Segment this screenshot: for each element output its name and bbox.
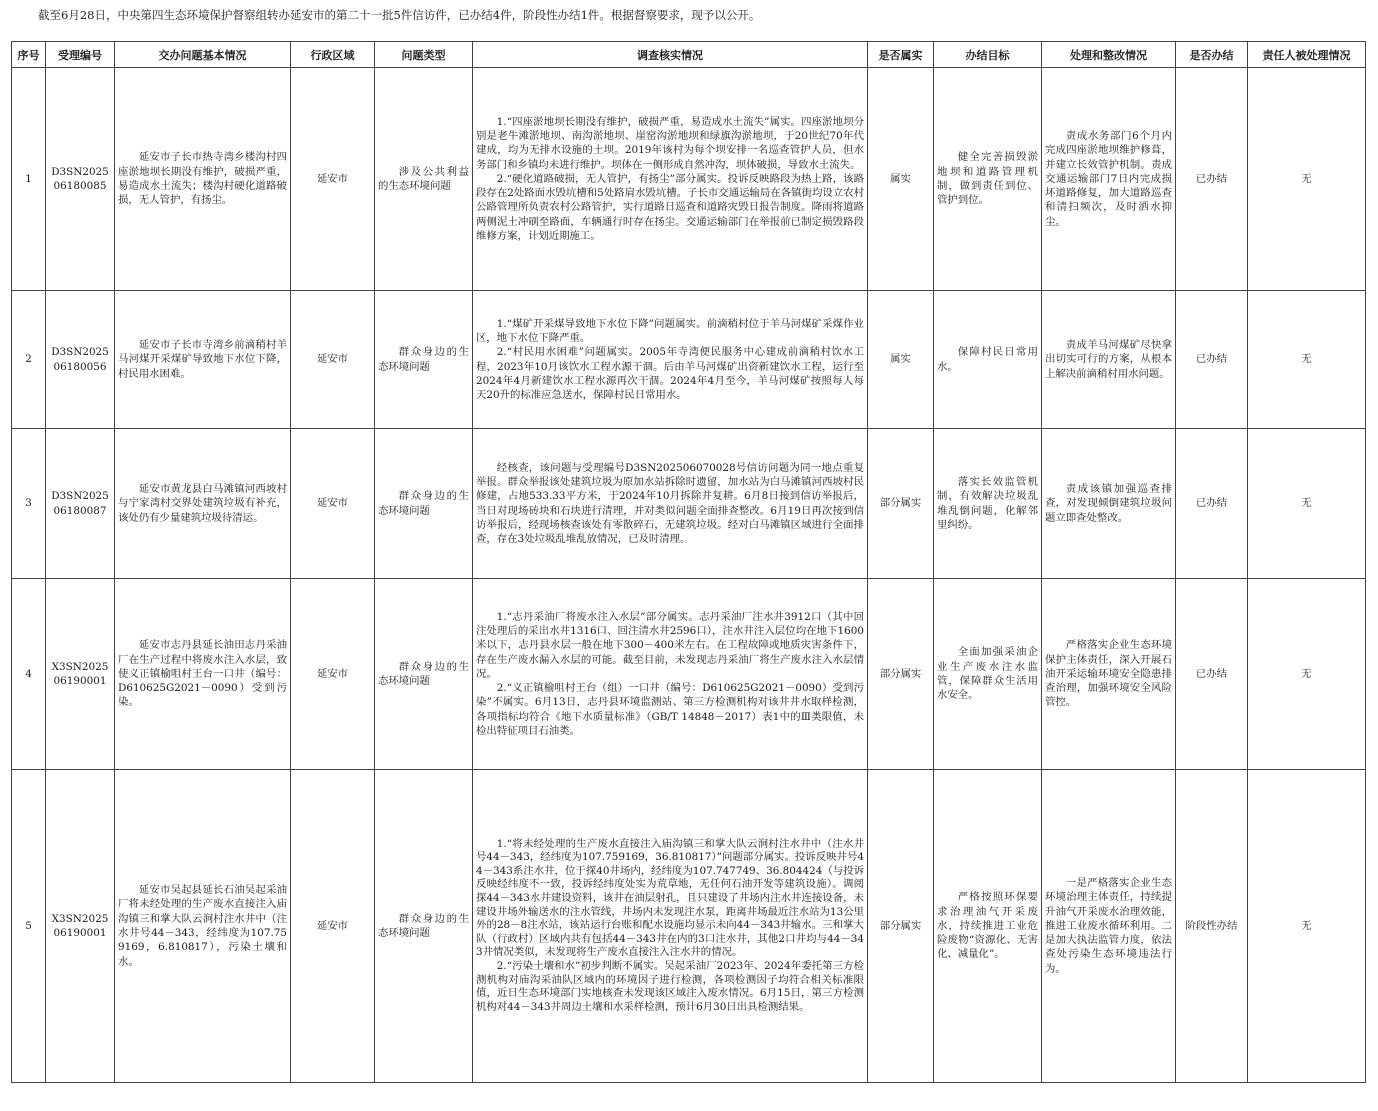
row-details — [473, 291, 868, 429]
header-issue: 交办问题基本情况 — [115, 42, 291, 68]
row-region: 延安市 — [291, 429, 375, 579]
table-row — [12, 429, 1366, 579]
details-paragraph: 1.“煤矿开采煤导致地下水位下降”问题属实。前滴稍村位于羊马河煤矿采煤作业区，地下水位下降严重。 — [476, 317, 864, 344]
row-no: 3 — [12, 429, 46, 579]
details-paragraph: 2.“村民用水困难”问题属实。2005年寺湾便民服务中心建成前滴稍村饮水工程，2023年10月该饮水工程水源干涸。后由羊马河煤矿出资新建饮水工程，运行至2024年4月新建饮水工程水源再次干涸。2024年4月至今，羊马河煤矿按照每人每天20升的标准应急送水，保障村民日常用水。 — [476, 346, 864, 402]
row-completed: 已办结 — [1176, 429, 1248, 579]
row-goal: 健全完善损毁淤地坝和道路管理机制，做到责任到位、管护到位。 — [934, 68, 1042, 291]
row-is-true: 部分属实 — [868, 770, 934, 1083]
row-no: 2 — [12, 291, 46, 429]
row-goal: 保障村民日常用水。 — [934, 291, 1042, 429]
row-completed: 已办结 — [1176, 579, 1248, 770]
details-paragraph: 1.“四座淤地坝长期没有维护，破损严重，易造成水土流失”属实。四座淤地坝分别是老牛滩淤地坝、南沟淤地坝、崖窑沟淤地坝和绿旗沟淤地坝，于20世纪70年代建成，均为无排水设施的土坝。2019年该村为每个坝安排一名巡查管护人员，但水务部门和乡镇均未进行维护。坝体在一侧形成自然冲沟，坝体破损，导致水土流失。 — [476, 115, 864, 171]
row-accountability: 无 — [1248, 429, 1366, 579]
header-row — [12, 42, 1366, 68]
row-details — [473, 68, 868, 291]
row-rectification: 责成羊马河煤矿尽快拿出切实可行的方案，从根本上解决前滴稍村用水问题。 — [1042, 291, 1176, 429]
header-is-true: 是否属实 — [868, 42, 934, 68]
header-details: 调查核实情况 — [473, 42, 868, 68]
details-paragraph: 2.“硬化道路破损，无人管护，有扬尘”部分属实。投诉反映路段为热上路，该路段存在2处路面水毁坑槽和5处路肩水毁坑槽。子长市交通运输局在各镇街均设立农村公路管理所负责农村公路管护，实行道路日巡查和道路灾毁日报告制度。降雨将道路两侧泥土冲刷至路面，车辆通行时存在扬尘。交通运输部门在举报前已制定损毁路段维修方案，计划近期施工。 — [476, 172, 864, 243]
row-region: 延安市 — [291, 579, 375, 770]
header-completed: 是否办结 — [1176, 42, 1248, 68]
row-type: 群众身边的生态环境问题 — [375, 429, 473, 579]
details-paragraph: 2.“污染土壤和水”初步判断不属实。吴起采油厂2023年、2024年委托第三方检测机构对庙沟采油队区域内的环境因子进行检测，各项检测因子均符合相关标准限值，近日生态环境部门实地核查未发现该区域注入废水情况。6月15日，第三方检测机构对44－343井周边土壤和水采样检测，预计6月30日出具检测结果。 — [476, 959, 864, 1013]
row-is-true: 属实 — [868, 68, 934, 291]
row-details — [473, 429, 868, 579]
row-issue: 延安市子长市热寺湾乡楼沟村四座淤地坝长期没有维护，破损严重，易造成水土流失；楼沟村硬化道路破损，无人管护，有扬尘。 — [115, 68, 291, 291]
row-rectification: 一是严格落实企业生态环境治理主体责任，持续提升油气开采废水治理效能，推进工业废水循环利用。二是加大执法监管力度，依法查处污染生态环境违法行为。 — [1042, 770, 1176, 1083]
row-details — [473, 579, 868, 770]
row-is-true: 部分属实 — [868, 579, 934, 770]
row-completed: 已办结 — [1176, 68, 1248, 291]
row-type: 群众身边的生态环境问题 — [375, 291, 473, 429]
row-issue: 延安市黄龙县白马滩镇河西坡村与宁家湾村交界处建筑垃圾有补充，该处仍有少量建筑垃圾待清运。 — [115, 429, 291, 579]
row-accountability: 无 — [1248, 579, 1366, 770]
header-accountability: 责任人被处理情况 — [1248, 42, 1366, 68]
intro-text: 截至6月28日，中央第四生态环境保护督察组转办延安市的第二十一批5件信访件，已办结4件，阶段性办结1件。根据督察要求，现予以公开。 — [38, 8, 761, 22]
row-type: 涉及公共利益的生态环境问题 — [375, 68, 473, 291]
row-region: 延安市 — [291, 68, 375, 291]
row-is-true: 部分属实 — [868, 429, 934, 579]
header-rectification: 处理和整改情况 — [1042, 42, 1176, 68]
row-completed: 已办结 — [1176, 291, 1248, 429]
row-rectification: 责成该镇加强巡查排查，对发现倾倒建筑垃圾问题立即查处整改。 — [1042, 429, 1176, 579]
row-rectification: 责成水务部门6个月内完成四座淤地坝维护修葺，并建立长效管护机制。责成交通运输部门7日内完成损坏道路修复，加大道路巡查和清扫频次，及时洒水抑尘。 — [1042, 68, 1176, 291]
details-paragraph: 经核查，该问题与受理编号D3SN202506070028号信访问题为同一地点重复举报。群众举报该处建筑垃圾为原加水站拆除时遗留，加水站为白马滩镇河西坡村民修建，占地533.33平方米，于2024年10月拆除并复耕。6月8日接到信访举报后，当日对现场砖块和石块进行清理，并对类似问题全面排查整改。6月19日再次接到信访举报后，经现场核查该处有零散碎石，无建筑垃圾。经对白马滩镇区域进行全面排查，存在3处垃圾乱堆乱放情况，已及时清理。 — [476, 461, 864, 546]
row-region: 延安市 — [291, 770, 375, 1083]
row-goal: 落实长效监管机制，有效解决垃圾乱堆乱倒问题，化解邻里纠纷。 — [934, 429, 1042, 579]
table-row — [12, 291, 1366, 429]
header-type: 问题类型 — [375, 42, 473, 68]
petition-table — [11, 41, 1366, 1083]
row-issue: 延安市志丹县延长油田志丹采油厂在生产过程中将废水注入水层，致使义正镇榆咀村王台一口井（编号：D610625G2021－0090）受到污染。 — [115, 579, 291, 770]
row-goal: 全面加强采油企业生产废水注水监管，保障群众生活用水安全。 — [934, 579, 1042, 770]
row-completed: 阶段性办结 — [1176, 770, 1248, 1083]
details-paragraph: 1.“志丹采油厂将废水注入水层”部分属实。志丹采油厂注水井3912口（其中回注处理后的采出水井1316口、回注清水井2596口），注水井注入层位均在地下1600米以下，志丹县水层一般在地下300－400米左右。在工程故障或地质灾害条件下，存在生产废水漏入水层的可能。截至目前，未发现志丹采油厂将生产废水注入水层情况。 — [476, 610, 864, 680]
table-row — [12, 579, 1366, 770]
row-id: X3SN202506190001 — [46, 579, 115, 770]
row-rectification: 严格落实企业生态环境保护主体责任，深入开展石油开采运输环境安全隐患排查治理，加强环境安全风险管控。 — [1042, 579, 1176, 770]
table-row — [12, 68, 1366, 291]
row-issue: 延安市吴起县延长石油吴起采油厂将未经处理的生产废水直接注入庙沟镇三和掌大队云涧村注水井中（注水井号44－343，经纬度为107.759169，6.810817），污染土壤和水。 — [115, 770, 291, 1083]
row-accountability: 无 — [1248, 770, 1366, 1083]
row-no: 1 — [12, 68, 46, 291]
table-row — [12, 770, 1366, 1083]
row-id: D3SN202506180085 — [46, 68, 115, 291]
row-type: 群众身边的生态环境问题 — [375, 579, 473, 770]
header-region: 行政区域 — [291, 42, 375, 68]
details-paragraph: 2.“义正镇榆咀村王台（组）一口井（编号：D610625G2021－0090）受到污染”不属实。6月13日，志丹县环境监测站、第三方检测机构对该井井水取样检测，各项指标均符合《地下水质量标准》（GB/T 14848－2017）表1中的Ⅲ类限值，未检出特征项目石油类。 — [476, 682, 864, 738]
row-details — [473, 770, 868, 1083]
row-is-true: 属实 — [868, 291, 934, 429]
row-accountability: 无 — [1248, 68, 1366, 291]
row-id: D3SN202506180056 — [46, 291, 115, 429]
row-no: 4 — [12, 579, 46, 770]
row-id: X3SN202506190001 — [46, 770, 115, 1083]
row-issue: 延安市子长市寺湾乡前滴稍村羊马河煤开采煤矿导致地下水位下降，村民用水困难。 — [115, 291, 291, 429]
row-region: 延安市 — [291, 291, 375, 429]
row-goal: 严格按照环保要求治理油气开采废水，持续推进工业危险废物“资源化、无害化、减量化”。 — [934, 770, 1042, 1083]
header-goal: 办结目标 — [934, 42, 1042, 68]
details-paragraph: 1.“将未经处理的生产废水直接注入庙沟镇三和掌大队云涧村注水井中（注水井号44－343，经纬度为107.759169，36.810817）”问题部分属实。投诉反映井号44－343系注水井，位于探40井场内，经纬度为107.747749、36.804424（与投诉反映经纬度不一致，投诉经纬度处实为荒草地，无任何石油开发等建筑设施）。调阅探44－343水井建设资料，该井在油层射孔，且只建设了井场内注水井连接设备，未建设井场外输送水的注水管线，井场内未发现注水泵，距离井场最近注水站为13公里外的28－8注水站，该站运行台账和配水设施均显示未向44－343井输水。三和掌大队（行政村）区域内共有包括44－343井在内的3口注水井，其他2口井均与44－343井情况类似，未发现将生产废水直接注入注水井的情况。 — [476, 837, 864, 959]
row-no: 5 — [12, 770, 46, 1083]
row-type: 群众身边的生态环境问题 — [375, 770, 473, 1083]
header-id: 受理编号 — [46, 42, 115, 68]
header-no: 序号 — [12, 42, 46, 68]
row-id: D3SN202506180087 — [46, 429, 115, 579]
row-accountability: 无 — [1248, 291, 1366, 429]
